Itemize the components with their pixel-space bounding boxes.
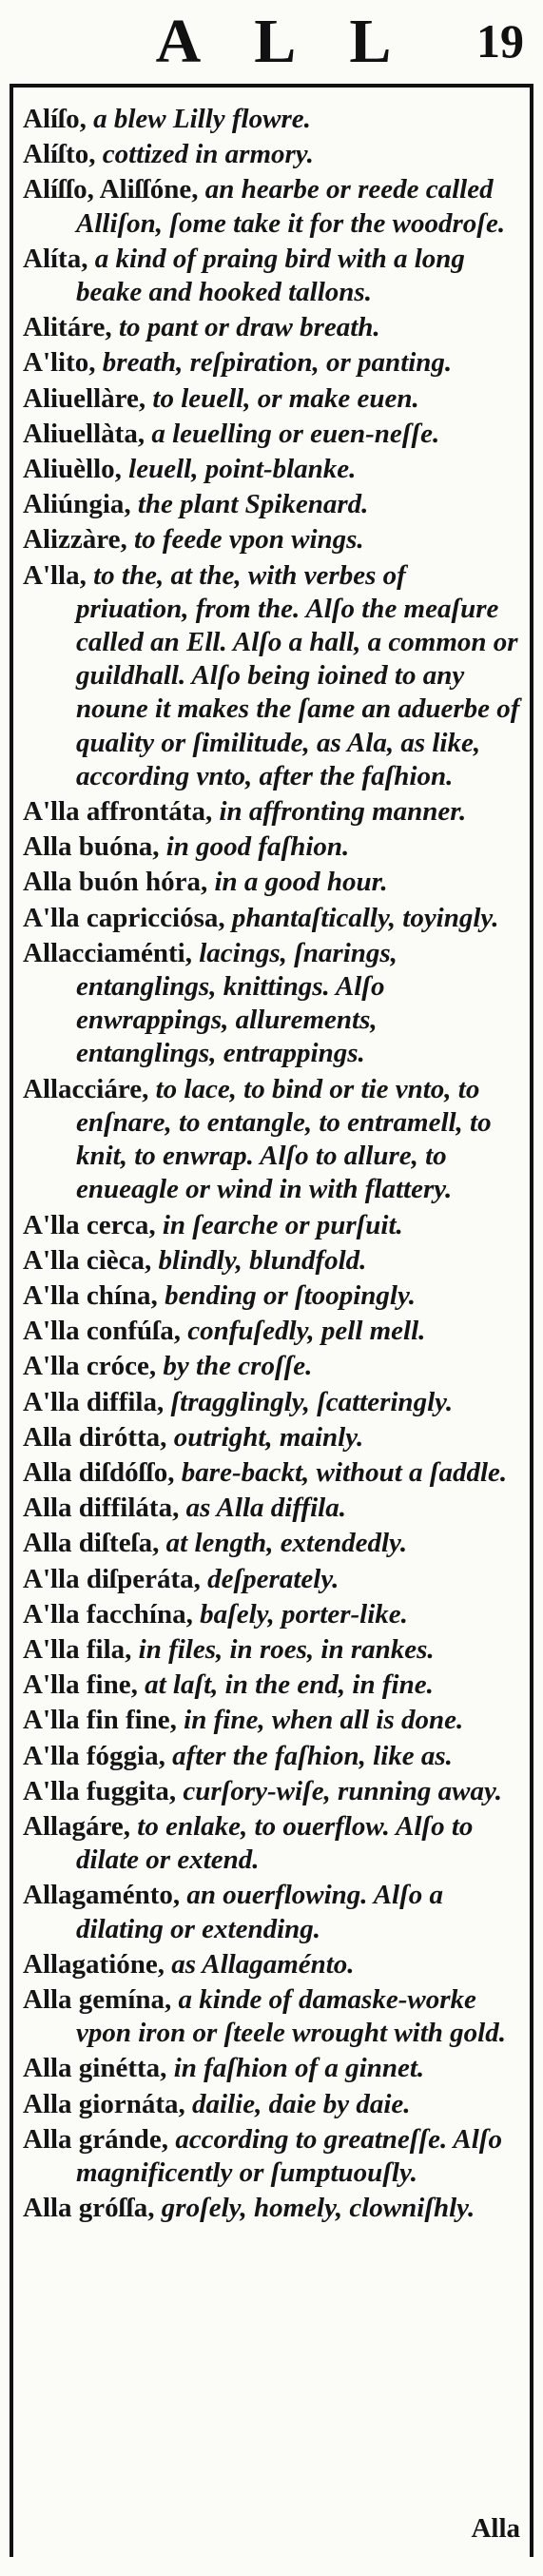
entry-definition: after the faſhion, like as.: [172, 1740, 453, 1771]
entry-definition: in ſearche or purſuit.: [162, 1209, 403, 1240]
entry-definition: confuſedly, pell mell.: [187, 1316, 426, 1347]
entry-headword: Aliuèllo,: [23, 454, 122, 485]
entry-headword: A'lla confúſa,: [23, 1316, 181, 1347]
dictionary-entry: [23, 1421, 522, 1454]
dictionary-entry: [23, 418, 522, 451]
dictionary-entry: [23, 1669, 522, 1702]
entry-definition: to lace, to bind or tie vnto, to enſnare, to entangle, to entramell, to knit, to enwrap. Alſo to allure, to enueagle or wind in with flattery.: [76, 1073, 492, 1205]
dictionary-entry: [23, 1350, 522, 1383]
dictionary-entry: [23, 1386, 522, 1419]
entry-definition: in files, in roes, in rankes.: [138, 1633, 435, 1665]
dictionary-entry: [23, 382, 522, 416]
entry-headword: Alíſto,: [23, 139, 96, 170]
dictionary-entry: [23, 902, 522, 935]
dictionary-entry: [23, 523, 522, 556]
entry-definition: groſely, homely, clowniſhly.: [161, 2193, 475, 2224]
entry-column: [23, 103, 522, 2227]
dictionary-entry: [23, 1456, 522, 1490]
entry-definition: to leuell, or make euen.: [152, 382, 419, 414]
entry-definition: leuell, point-blanke.: [128, 454, 357, 485]
dictionary-entry: [23, 1775, 522, 1808]
entry-headword: Alla gemína,: [23, 1983, 172, 2015]
entry-headword: A'lla cièca,: [23, 1244, 152, 1276]
entry-headword: A'lla fóggia,: [23, 1740, 165, 1771]
entry-headword: Alla gránde,: [23, 2123, 169, 2155]
entry-headword: Alíta,: [23, 243, 88, 274]
dictionary-entry: [23, 1315, 522, 1348]
entry-headword: Aliuellàta,: [23, 418, 145, 449]
entry-definition: outright, mainly.: [173, 1421, 364, 1453]
entry-headword: Allagatióne,: [23, 1948, 165, 1980]
dictionary-entry: [23, 1073, 522, 1207]
entry-definition: phantaſtically, toyingly.: [231, 902, 499, 933]
dictionary-entry: [23, 1948, 522, 1981]
dictionary-entry: [23, 488, 522, 521]
dictionary-entry: [23, 311, 522, 344]
entry-definition: to feede vpon wings.: [134, 524, 364, 556]
entry-definition: a kinde of damaske-worke vpon iron or ſteele wrought with gold.: [76, 1983, 506, 2049]
entry-definition: cottized in armory.: [102, 139, 314, 170]
dictionary-entry: [23, 1244, 522, 1278]
dictionary-entry: [23, 1563, 522, 1596]
entry-definition: in good faſhion.: [165, 831, 350, 863]
dictionary-entry: [23, 243, 522, 309]
entry-headword: Alíſſo, Aliſſóne,: [23, 174, 199, 205]
dictionary-entry: [23, 103, 522, 136]
entry-headword: Aliúngia,: [23, 489, 131, 520]
entry-headword: Alla giornáta,: [23, 2088, 185, 2119]
running-title: ALL: [155, 7, 445, 76]
entry-definition: in faſhion of a ginnet.: [173, 2053, 425, 2084]
entry-headword: Alizzàre,: [23, 524, 127, 556]
entry-definition: in affronting manner.: [219, 796, 467, 828]
entry-definition: to enlake, to ouerflow. Alſo to dilate or extend.: [76, 1810, 474, 1876]
entry-headword: Alla diſteſa,: [23, 1528, 160, 1559]
dictionary-entry: [23, 937, 522, 1071]
entry-headword: Alla ginétta,: [23, 2053, 167, 2084]
entry-headword: A'lla affrontáta,: [23, 796, 213, 828]
entry-definition: blindly, blundfold.: [158, 1244, 367, 1276]
dictionary-entry: [23, 1983, 522, 2050]
entry-definition: at length, extendedly.: [165, 1528, 408, 1559]
entry-headword: Alla dirótta,: [23, 1421, 167, 1453]
page-number: 19: [476, 14, 524, 68]
entry-headword: Alla gróſſa,: [23, 2193, 155, 2224]
dictionary-entry: [23, 1598, 522, 1631]
entry-definition: a blew Lilly flowre.: [93, 104, 311, 134]
dictionary-entry: [23, 866, 522, 899]
entry-headword: A'lla diffila,: [23, 1386, 165, 1417]
entry-headword: Alitáre,: [23, 312, 112, 343]
entry-definition: deſperately.: [207, 1563, 339, 1594]
entry-definition: an ouerflowing. Alſo a dilating or extending.: [76, 1880, 444, 1944]
entry-definition: in fine, when all is done.: [184, 1705, 464, 1736]
entry-definition: bending or ſtoopingly.: [165, 1279, 417, 1311]
entry-definition: to the, at the, with verbes of priuation, from the. Alſo the meaſure called an Ell. Alſo a hall, a common or guildhall. Alſo being ioined to any noune it makes the ſame an aduerbe of quality or ſimilitude, as Ala, as like, according vnto, after the faſhion.: [76, 559, 520, 791]
dictionary-entry: [23, 559, 522, 793]
entry-headword: A'lla fuggita,: [23, 1775, 177, 1806]
entry-headword: A'lla cróce,: [23, 1351, 157, 1382]
entry-definition: to pant or draw breath.: [118, 312, 380, 343]
entry-definition: an hearbe or reede called Alliſon, ſome take it for the woodroſe.: [76, 174, 506, 239]
entry-headword: Allacciáre,: [23, 1073, 149, 1104]
entry-definition: baſely, porter-like.: [200, 1598, 408, 1630]
entry-headword: A'lla,: [23, 559, 87, 591]
dictionary-entry: [23, 1279, 522, 1313]
entry-headword: Alla diffiláta,: [23, 1493, 180, 1524]
entry-definition: a kind of praing bird with a long beake and hooked tallons.: [76, 243, 465, 308]
entry-headword: Alla buón hóra,: [23, 867, 208, 898]
entry-definition: lacings, ſnarings, entanglings, knittings. Alſo enwrappings, allurements, entanglings, entrappings.: [76, 937, 398, 1069]
entry-headword: Allacciaménti,: [23, 937, 192, 968]
entry-definition: bare-backt, without a ſaddle.: [181, 1456, 508, 1488]
dictionary-entry: [23, 2088, 522, 2121]
entry-definition: breath, reſpiration, or panting.: [102, 347, 453, 379]
entry-headword: Allagaménto,: [23, 1880, 181, 1911]
dictionary-entry: [23, 1810, 522, 1877]
dictionary-entry: [23, 2192, 522, 2225]
entry-headword: Alla buóna,: [23, 831, 160, 863]
dictionary-entry: [23, 795, 522, 829]
dictionary-entry: [23, 1527, 522, 1560]
entry-definition: ſtragglingly, ſcatteringly.: [170, 1386, 454, 1417]
dictionary-entry: [23, 1209, 522, 1242]
dictionary-entry: [23, 1740, 522, 1773]
dictionary-entry: [23, 453, 522, 486]
dictionary-entry: [23, 830, 522, 864]
entry-headword: Alla diſdóſſo,: [23, 1456, 175, 1488]
dictionary-entry: [23, 173, 522, 240]
entry-headword: A'lla diſperáta,: [23, 1563, 201, 1594]
dictionary-entry: [23, 2052, 522, 2085]
entry-headword: Aliuellàre,: [23, 382, 146, 414]
dictionary-entry: [23, 1704, 522, 1737]
entry-headword: A'lito,: [23, 347, 96, 379]
dictionary-entry: [23, 1633, 522, 1667]
entry-headword: Alíſo,: [23, 104, 87, 134]
entry-headword: A'lla capricciósa,: [23, 902, 225, 933]
dictionary-entry: [23, 2123, 522, 2190]
entry-headword: A'lla facchína,: [23, 1598, 193, 1630]
entry-definition: as Allagaménto.: [171, 1948, 355, 1980]
entry-headword: A'lla fin fine,: [23, 1705, 177, 1736]
frame-rule-right: [530, 84, 533, 2557]
entry-definition: the plant Spikenard.: [137, 489, 369, 520]
entry-definition: as Alla diffila.: [185, 1493, 346, 1524]
entry-headword: A'lla fine,: [23, 1669, 138, 1701]
entry-definition: at laſt, in the end, in fine.: [145, 1669, 434, 1701]
entry-definition: by the croſſe.: [163, 1351, 313, 1382]
dictionary-entry: [23, 1492, 522, 1525]
entry-definition: dailie, daie by daie.: [192, 2088, 411, 2119]
dictionary-entry: [23, 138, 522, 171]
entry-headword: Allagáre,: [23, 1810, 131, 1842]
entry-headword: A'lla cerca,: [23, 1209, 156, 1240]
entry-definition: curſory-wiſe, running away.: [183, 1775, 503, 1806]
catchword: Alla: [471, 2513, 520, 2544]
dictionary-entry: [23, 1879, 522, 1945]
entry-headword: A'lla fila,: [23, 1633, 132, 1665]
dictionary-entry: [23, 346, 522, 380]
entry-definition: according to greatneſſe. Alſo magnificently or ſumptuouſly.: [76, 2123, 502, 2188]
entry-definition: a leuelling or euen-neſſe.: [151, 418, 440, 449]
entry-definition: in a good hour.: [214, 867, 388, 898]
frame-rule-left: [10, 84, 13, 2557]
entry-headword: A'lla chína,: [23, 1279, 158, 1311]
running-header: [0, 0, 543, 84]
frame-rule-top: [10, 84, 533, 88]
